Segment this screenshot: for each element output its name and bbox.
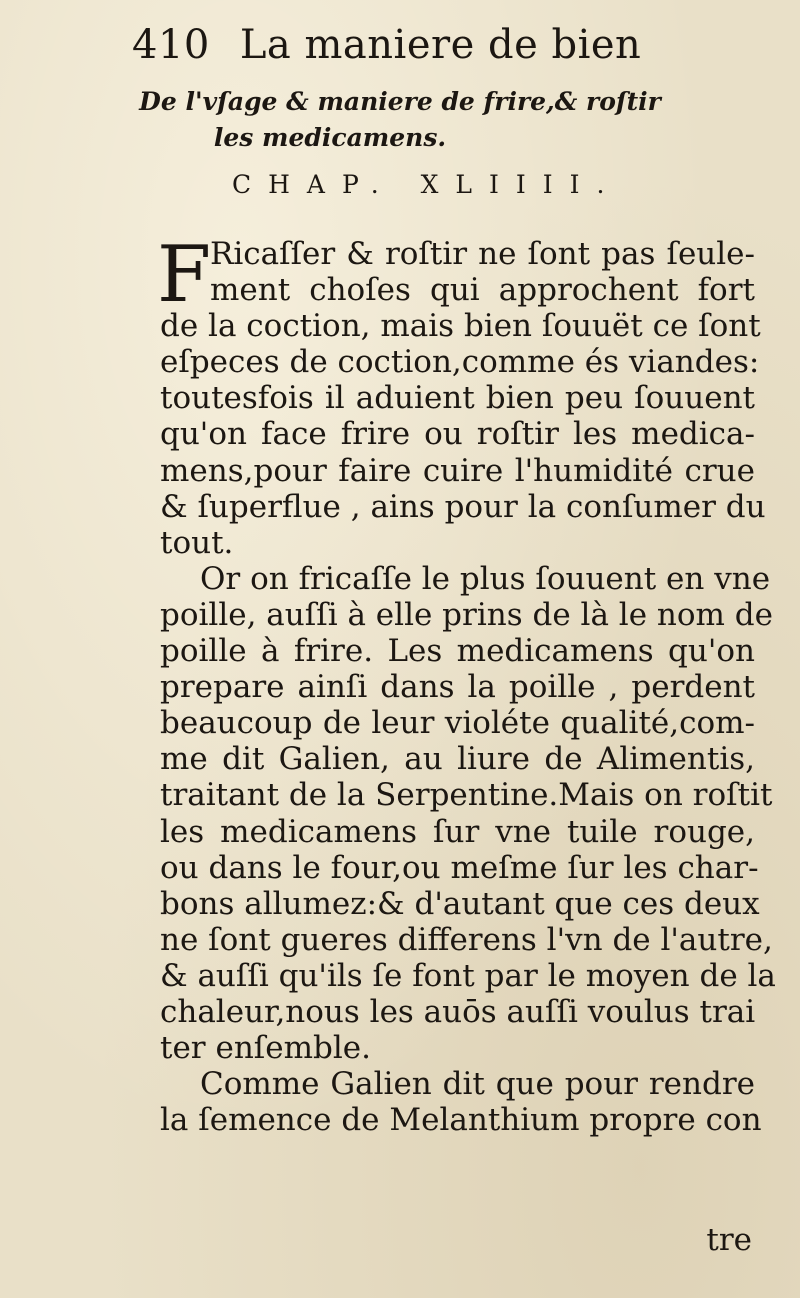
catchword: tre <box>706 1222 752 1258</box>
text-line: Or on fricaſſe le plus ſouuent en vne <box>200 560 771 597</box>
text-line: la ſemence de Melanthium propre con <box>160 1102 762 1139</box>
text-line: ne ſont gueres differens l'vn de l'autre, <box>160 921 773 958</box>
text-line: mens,pour faire cuire l'humidité crue <box>160 452 755 489</box>
drop-cap: F <box>157 230 212 320</box>
text-line: qu'on face frire ou roſtir les medica- <box>160 416 755 453</box>
page-number: 410 <box>132 22 210 68</box>
running-title: La maniere de bien <box>239 22 642 68</box>
text-line: & auſſi qu'ils ſe font par le moyen de la <box>160 957 776 994</box>
text-line: chaleur,nous les auōs auſſi voulus trai <box>160 993 756 1030</box>
text-line: bons allumez:& d'autant que ces deux <box>160 885 760 922</box>
text-line: eſpeces de coction,comme és viandes: <box>160 344 760 381</box>
text-line: prepare ainſi dans la poille , perdent <box>160 669 755 706</box>
text-line: Ricaſſer & roſtir ne ſont pas ſeule- <box>210 236 755 272</box>
text-line: poille, auſſi à elle prins de là le nom de <box>160 596 773 633</box>
body-text <box>157 230 776 1139</box>
text-line: tout. <box>160 524 234 561</box>
chapter-title-line-1: De l'vſage & maniere de frire,& roſtir <box>139 87 661 116</box>
text-line: me dit Galien, au liure de Alimentis, <box>160 741 755 778</box>
text-line: beaucoup de leur violéte qualité,com- <box>160 705 755 742</box>
text-line: les medicamens ſur vne tuile rouge, <box>160 813 755 850</box>
chapter-number: CHAP. XLIIII. <box>232 170 622 199</box>
text-line: ter enſemble. <box>160 1030 371 1067</box>
text-line: traitant de la Serpentine.Mais on roſtit <box>160 777 773 814</box>
text-line: ment choſes qui approchent fort <box>210 272 755 309</box>
chapter-title <box>0 84 800 156</box>
text-line: & ſuperflue , ains pour la conſumer du <box>160 488 766 525</box>
text-line: toutesfois il aduient bien peu ſouuent <box>160 380 755 417</box>
text-line: de la coction, mais bien ſouuët ce ſont <box>160 308 761 345</box>
running-head <box>132 22 641 68</box>
text-line: poille à frire. Les medicamens qu'on <box>160 633 755 670</box>
text-line: Comme Galien dit que pour rendre <box>200 1066 755 1103</box>
text-line: ou dans le four,ou meſme ſur les char- <box>160 849 759 886</box>
chapter-title-line-2: les medicamens. <box>213 123 447 152</box>
